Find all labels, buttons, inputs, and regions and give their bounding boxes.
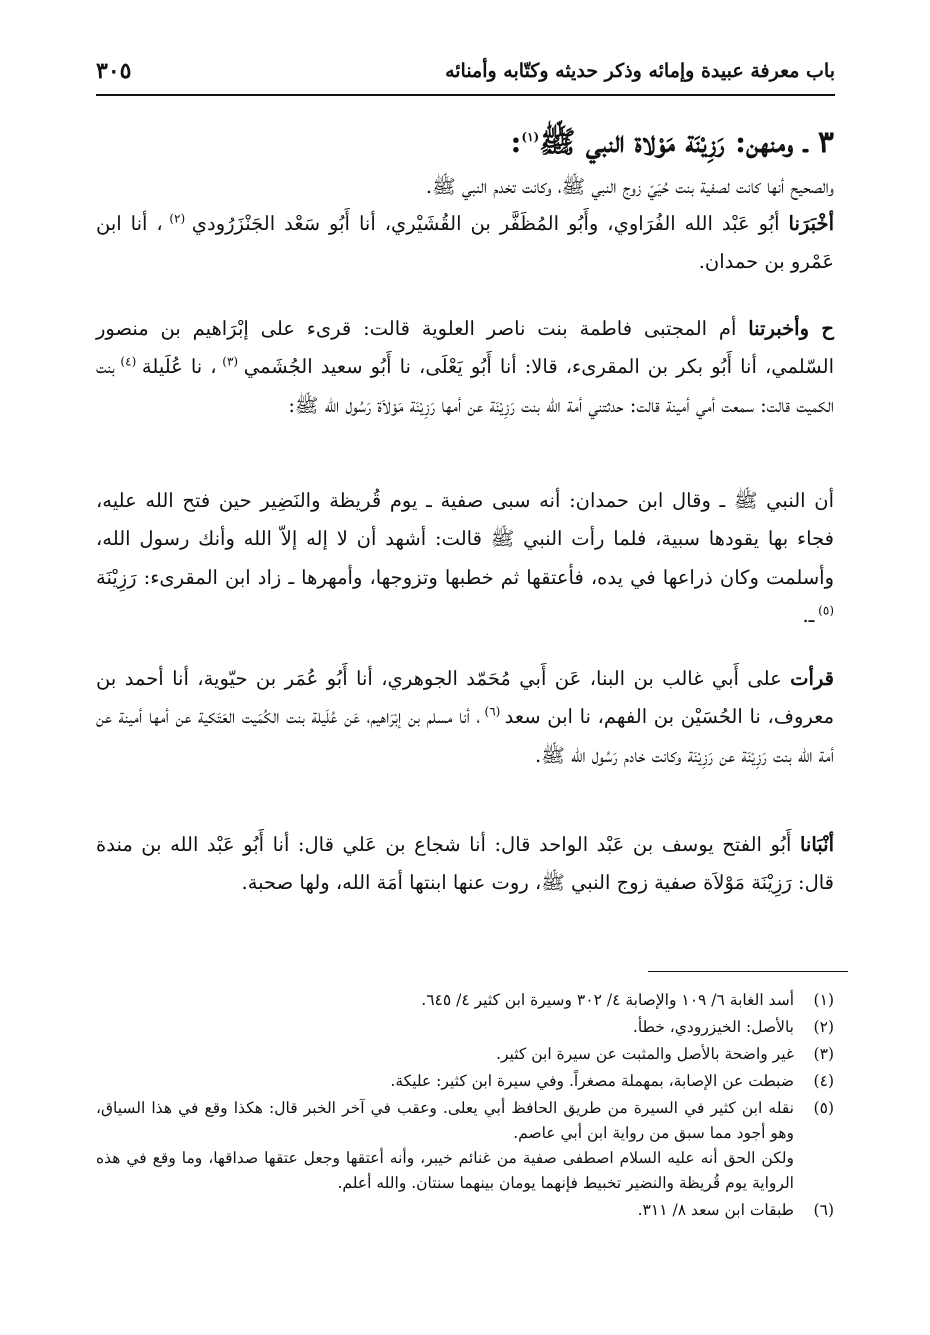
paragraph-text: أبُو عَبْد الله الفُرَاوي، وأَبُو المُظَفَّر بن القُشَيْري، أنا أَبُو سَعْد الجَنْزَرُودي bbox=[191, 212, 789, 235]
footnote-number: (٥) bbox=[813, 1099, 834, 1117]
paragraph-lead: أخْبَرَنا bbox=[788, 212, 835, 235]
paragraph-lead: ح وأخبرتنا bbox=[748, 317, 834, 340]
footnote-ref: (٢) bbox=[162, 211, 192, 226]
paragraph-text: على أَبي غالب بن البنا، عَن أَبي مُحَمّد الجوهري، أنا أَبُو عُمَر بن حيّوية، أنا أحمد بن معروف، نا الحُسَيْن بن الفهم، نا ابن سعد bbox=[96, 667, 835, 729]
heading-colon: : bbox=[510, 125, 522, 160]
footnote bbox=[96, 1042, 834, 1067]
footnote-text-part: ولكن الحق أنه عليه السلام اصطفى صفية من غنائم خيبر، وأنه أعتقها وجعل عتقها صداقها، وما وقع في هذه الرواية يوم قُريظة والنضير تخبيط فإنهما يومان بينهما سنتان. والله أعلم. bbox=[96, 1149, 794, 1192]
paragraph-text: ، أنا مسلم بن إبْرَاهيم، عَن عُلَيلة بنت الكُمَيت العَتَكية عن أمها أمينة عن أمة الله بنت رَزِيْنَة عن رَزِيْنَة وكانت خادم رَسُول الله ﷺ. bbox=[96, 705, 834, 767]
footnote-text-part: نقله ابن كثير في السيرة من طريق الحافظ أبي يعلى. وعقب في آخر الخبر قال: هكذا وقع في هذا السياق، وهو أجود مما سبق من رواية ابن أبي عاصم. bbox=[96, 1099, 794, 1142]
paragraph bbox=[96, 660, 834, 818]
footnote-ref: (٣) bbox=[216, 354, 244, 369]
paragraph-text: ، نا عُلَيلة bbox=[141, 355, 217, 379]
running-header bbox=[96, 56, 835, 96]
footnote-text: بالأصل: الخيزرودي، خطأ. bbox=[632, 1018, 794, 1036]
paragraph bbox=[96, 482, 834, 650]
footnote bbox=[96, 988, 834, 1013]
footnote bbox=[96, 1069, 834, 1094]
paragraph bbox=[96, 168, 834, 205]
footnote-number: (٢) bbox=[813, 1018, 834, 1036]
footnote-text: أسد الغابة ٦/ ١٠٩ والإصابة ٤/ ٣٠٢ وسيرة ابن كثير ٤/ ٦٤٥. bbox=[421, 991, 794, 1009]
paragraph bbox=[96, 310, 834, 472]
footnote-separator bbox=[648, 971, 848, 972]
running-title: باب معرفة عبيدة وإمائه وذكر حديثه وكتّابه وأمنائه bbox=[445, 60, 835, 82]
paragraph-text: بنت الكميت قالت: سمعت أمي أمينة قالت: حدثتني أمة الله بنت رَزِيْنَة عن أمها رَزِيْنَة مَوْلاَة رَسُول الله ﷺ: bbox=[96, 355, 834, 417]
footnote-text: طبقات ابن سعد ٨/ ٣١١. bbox=[637, 1201, 794, 1219]
footnotes bbox=[96, 988, 834, 1225]
footnote-ref: (٦) bbox=[480, 704, 505, 719]
paragraph-text: أن النبي ﷺ ـ وقال ابن حمدان: أنه سبى صفية ـ يوم قُريظة والنَضِير حين فتح الله عليه، فجاء بها يقودها سبية، فلما رأت النبي ﷺ قالت: أشهد أن لا إله إلاّ الله وأنك رسول الله، وأسلمت وكان ذراعها في يده، فأعتقها ثم خطبها وتزوجها، وأمهرها ـ زاد ابن المقرىء: رَزِيْنَة bbox=[96, 489, 834, 589]
footnote-number: (٤) bbox=[813, 1072, 834, 1090]
heading-text: ٣ ـ ومنهن: رَزِيْنَة مَوْلاة النبي ﷺ bbox=[539, 125, 834, 160]
footnote-number: (١) bbox=[813, 991, 834, 1009]
paragraph bbox=[96, 826, 834, 946]
paragraph-text: ، أنا ابن عَمْرو بن حمدان. bbox=[96, 212, 834, 274]
footnote-ref: (٥) bbox=[814, 603, 834, 618]
main-text bbox=[96, 168, 834, 946]
paragraph-text: أَبُو الفتح يوسف بن عَبْد الواحد قال: أنا شجاع بن عَلي قال: أنا أَبُو عَبْد الله بن مندة قال: رَزِيْنَة مَوْلاَة صفية زوج النبي ﷺ، روت عنها ابنتها أمَة الله، ولها صحبة. bbox=[96, 833, 834, 895]
footnote-ref: (١) bbox=[521, 130, 540, 144]
footnote-text: غير واضحة بالأصل والمثبت عن سيرة ابن كثير. bbox=[496, 1045, 794, 1063]
paragraph-lead: أنْبَانا bbox=[799, 833, 834, 856]
paragraph-text: والصحيح أنها كانت لصفية بنت حُيَيّ زوج النبي ﷺ، وكانت تخدم النبي ﷺ. bbox=[425, 175, 834, 198]
page-number: ٣٠٥ bbox=[96, 58, 132, 84]
paragraph-text: أم المجتبى فاطمة بنت ناصر العلوية قالت: قرىء على إبْرَاهيم بن منصور السّلمي، أنا أَبُو بكر بن المقرىء، قالا: أنا أَبُو يَعْلَى، نا أَبُو سعيد الجُشَمي bbox=[96, 317, 834, 379]
footnote bbox=[96, 1198, 834, 1223]
footnote-text bbox=[96, 1096, 794, 1196]
paragraph-lead: قرأت bbox=[790, 667, 834, 690]
footnote-text: ضبطت عن الإصابة، بمهملة مصغراً. وفي سيرة ابن كثير: عليكة. bbox=[390, 1072, 794, 1090]
footnote-number: (٦) bbox=[813, 1201, 834, 1219]
footnote bbox=[96, 1096, 834, 1196]
footnote-number: (٣) bbox=[813, 1045, 834, 1063]
paragraph-text: ـ. bbox=[802, 603, 815, 627]
section-heading bbox=[510, 124, 834, 167]
paragraph bbox=[96, 205, 834, 288]
footnote bbox=[96, 1015, 834, 1040]
footnote-ref: (٤) bbox=[114, 354, 142, 369]
